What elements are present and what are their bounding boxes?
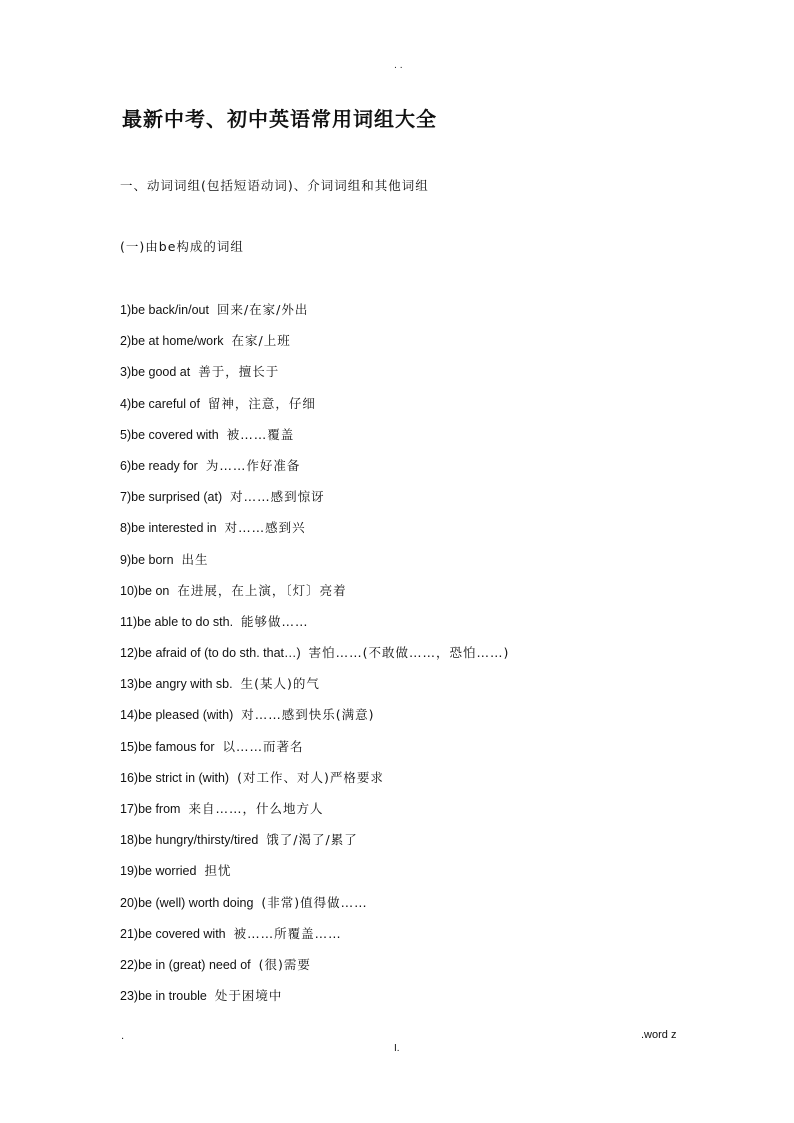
item-chinese: (很)需要 bbox=[258, 956, 311, 972]
item-number: 10) bbox=[120, 583, 139, 598]
list-item bbox=[120, 550, 509, 581]
item-number: 23) bbox=[120, 989, 139, 1004]
item-number: 15) bbox=[120, 739, 139, 754]
item-number: 5) bbox=[120, 427, 132, 442]
section-heading: 一、动词词组(包括短语动词)、介词词组和其他词组 bbox=[120, 178, 429, 193]
list-item bbox=[120, 705, 509, 736]
footer-watermark-text: .word z bbox=[641, 1029, 677, 1041]
item-number: 18) bbox=[120, 833, 139, 848]
item-english: be at home/work bbox=[131, 334, 224, 349]
list-item bbox=[120, 893, 509, 924]
item-chinese: 害怕……(不敢做……，恐怕……) bbox=[308, 645, 510, 661]
item-english: be in (great) need of bbox=[138, 957, 251, 972]
item-chinese: (非常)值得做…… bbox=[261, 894, 368, 910]
item-english: be interested in bbox=[131, 521, 217, 536]
header-mark: . . bbox=[394, 61, 403, 71]
item-chinese: (对工作、对人)严格要求 bbox=[237, 769, 384, 785]
item-chinese: 在家/上班 bbox=[231, 333, 291, 349]
item-number: 1) bbox=[120, 303, 132, 317]
item-english: be back/in/out bbox=[131, 303, 209, 317]
item-chinese: 对……感到惊讶 bbox=[230, 489, 325, 505]
item-number: 22) bbox=[120, 957, 139, 972]
item-chinese: 以……而著名 bbox=[222, 738, 304, 754]
item-english: be worried bbox=[138, 864, 197, 879]
item-number: 7) bbox=[120, 490, 132, 505]
item-number: 2) bbox=[120, 334, 132, 349]
item-english: be covered with bbox=[131, 427, 219, 442]
item-english: be hungry/thirsty/tired bbox=[138, 833, 259, 848]
item-chinese: 饿了/渴了/累了 bbox=[266, 832, 358, 848]
item-number: 14) bbox=[120, 708, 139, 723]
item-number: 17) bbox=[120, 802, 139, 816]
list-item bbox=[120, 612, 509, 643]
item-english: be able to do sth. bbox=[137, 614, 234, 629]
item-chinese: 被……所覆盖…… bbox=[233, 925, 342, 941]
item-number: 13) bbox=[120, 677, 139, 692]
item-number: 9) bbox=[120, 552, 132, 567]
item-chinese: 生(某人)的气 bbox=[240, 676, 320, 692]
item-chinese: 出生 bbox=[181, 551, 209, 567]
list-item bbox=[120, 331, 509, 362]
list-item bbox=[120, 456, 509, 487]
list-item bbox=[120, 362, 509, 393]
item-english: be afraid of (to do sth. that…) bbox=[138, 646, 301, 661]
list-item bbox=[120, 674, 509, 705]
item-number: 21) bbox=[120, 926, 139, 941]
footer-left-mark: . bbox=[121, 1031, 125, 1042]
list-item bbox=[120, 643, 509, 674]
list-item bbox=[120, 300, 509, 331]
item-english: be strict in (with) bbox=[138, 770, 230, 785]
list-item bbox=[120, 830, 509, 861]
item-english: be good at bbox=[131, 365, 191, 380]
item-number: 3) bbox=[120, 365, 132, 380]
list-item bbox=[120, 861, 509, 892]
item-chinese: 善于，擅长于 bbox=[198, 364, 280, 380]
item-chinese: 为……作好准备 bbox=[205, 457, 301, 473]
list-item bbox=[120, 737, 509, 768]
item-english: be angry with sb. bbox=[138, 677, 233, 692]
item-english: be covered with bbox=[138, 926, 226, 941]
list-item bbox=[120, 955, 509, 986]
item-chinese: 担忧 bbox=[204, 863, 232, 879]
item-chinese: 来自……，什么地方人 bbox=[188, 801, 324, 816]
item-english: be (well) worth doing bbox=[138, 895, 254, 910]
item-chinese: 对……感到快乐(满意) bbox=[241, 707, 375, 723]
item-number: 8) bbox=[120, 521, 132, 536]
item-chinese: 在进展，在上演，〔灯〕亮着 bbox=[177, 582, 347, 598]
item-chinese: 回来/在家/外出 bbox=[216, 302, 309, 317]
page-number: I. bbox=[394, 1043, 400, 1054]
item-number: 11) bbox=[120, 614, 138, 629]
item-english: be pleased (with) bbox=[138, 708, 234, 723]
list-item bbox=[120, 986, 509, 1017]
item-chinese: 处于困境中 bbox=[214, 988, 283, 1004]
item-english: be from bbox=[138, 802, 181, 816]
item-english: be ready for bbox=[131, 458, 198, 473]
item-english: be in trouble bbox=[138, 989, 207, 1004]
list-item bbox=[120, 425, 509, 456]
phrase-list bbox=[120, 300, 509, 1017]
item-number: 12) bbox=[120, 646, 139, 661]
item-number: 16) bbox=[120, 770, 139, 785]
list-item bbox=[120, 581, 509, 612]
list-item bbox=[120, 518, 509, 549]
item-english: be famous for bbox=[138, 739, 215, 754]
item-english: be surprised (at) bbox=[131, 490, 223, 505]
list-item bbox=[120, 799, 509, 830]
subsection-heading: (一)由be构成的词组 bbox=[120, 239, 244, 254]
item-number: 20) bbox=[120, 895, 139, 910]
item-number: 19) bbox=[120, 864, 139, 879]
item-number: 6) bbox=[120, 458, 132, 473]
item-english: be on bbox=[138, 583, 170, 598]
page-title: 最新中考、初中英语常用词组大全 bbox=[122, 107, 437, 131]
item-chinese: 被……覆盖 bbox=[226, 426, 295, 442]
item-english: be careful of bbox=[131, 396, 200, 411]
item-number: 4) bbox=[120, 396, 132, 411]
item-chinese: 对……感到兴 bbox=[224, 520, 306, 536]
item-english: be born bbox=[131, 552, 174, 567]
list-item bbox=[120, 768, 509, 799]
list-item bbox=[120, 394, 509, 425]
list-item bbox=[120, 487, 509, 518]
list-item bbox=[120, 924, 509, 955]
item-chinese: 能够做…… bbox=[241, 613, 309, 629]
item-chinese: 留神，注意，仔细 bbox=[207, 395, 316, 411]
